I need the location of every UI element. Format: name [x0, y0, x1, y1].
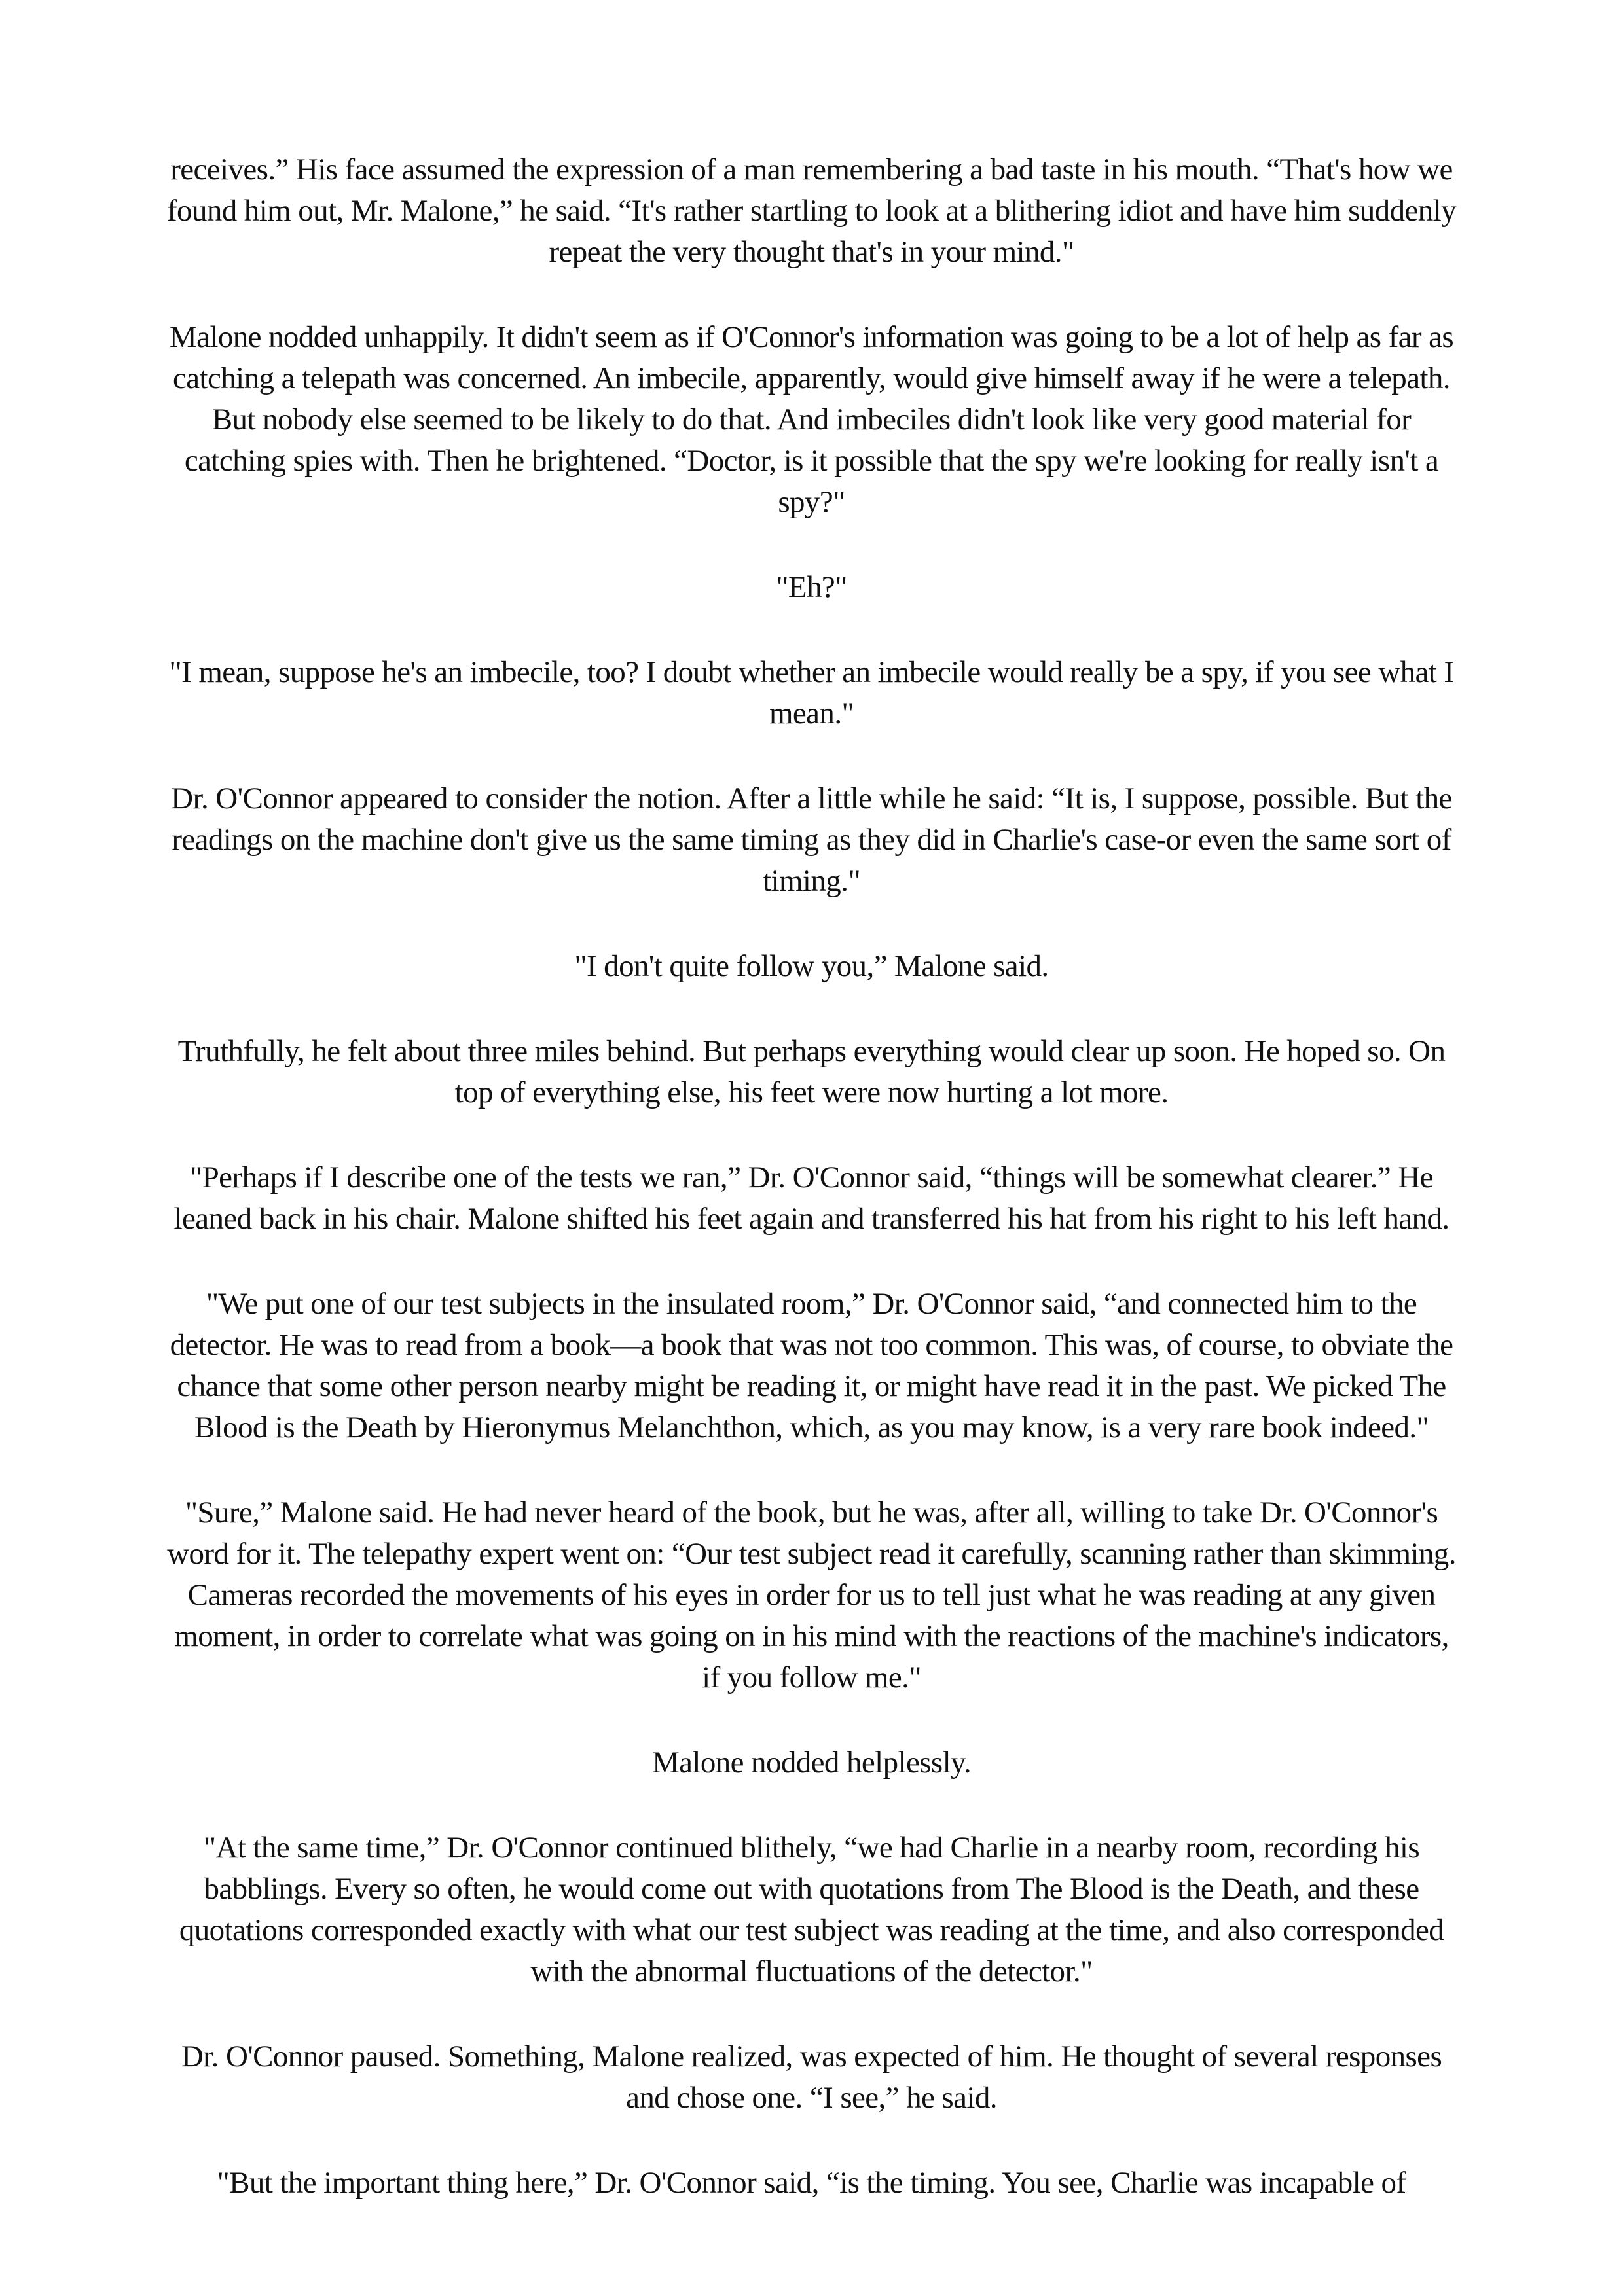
- paragraph: Dr. O'Connor appeared to consider the notion. After a little while he said: “It is, I suppose, possible. But the readings on the machine don't give us the same timing as they did in Charlie's case-or even the same sort of timing.": [171, 781, 1452, 898]
- paragraph: Malone nodded helplessly.: [651, 1746, 972, 1780]
- paragraph: "Eh?": [776, 570, 847, 604]
- paragraph: "At the same time,” Dr. O'Connor continued blithely, “we had Charlie in a nearby room, recording his babblings. Every so often, he would come out with quotations from The Blood is the Death, and these quotations corresponded exactly with what our test subject was reading at the time, and also corresponded with the abnormal fluctuations of the detector.": [179, 1831, 1444, 1988]
- paragraph: "I don't quite follow you,” Malone said.: [574, 949, 1049, 983]
- paragraph: receives.” His face assumed the expression of a man remembering a bad taste in his mouth. “That's how we found him out, Mr. Malone,” he said. “It's rather startling to look at a blithering idiot and have him suddenly repeat the very thought that's in your mind.": [167, 152, 1456, 269]
- body-text: [164, 149, 1459, 2248]
- paragraph: "Sure,” Malone said. He had never heard of the book, but he was, after all, willing to take Dr. O'Connor's word for it. The telepathy expert went on: “Our test subject read it carefully, scanning rather than skimming. Cameras recorded the movements of his eyes in order for us to tell just what he was reading at any given moment, in order to correlate what was going on in his mind with the reactions of the machine's indicators, if you follow me.": [167, 1496, 1456, 1695]
- paragraph: "We put one of our test subjects in the insulated room,” Dr. O'Connor said, “and connected him to the detector. He was to read from a book—a book that was not too common. This was, of course, to obviate the chance that some other person nearby might be reading it, or might have read it in the past. We picked The Blood is the Death by Hieronymus Melanchthon, which, as you may know, is a very rare book indeed.": [170, 1287, 1453, 1444]
- paragraph: "But the important thing here,” Dr. O'Connor said, “is the timing. You see, Charlie was incapable of: [217, 2166, 1406, 2200]
- paragraph: Dr. O'Connor paused. Something, Malone realized, was expected of him. He thought of several responses and chose one. “I see,” he said.: [181, 2039, 1442, 2115]
- paragraph: Malone nodded unhappily. It didn't seem as if O'Connor's information was going to be a lot of help as far as catching a telepath was concerned. An imbecile, apparently, would give himself away if he were a telepath. But nobody else seemed to be likely to do that. And imbeciles didn't look like very good material for catching spies with. Then he brightened. “Doctor, is it possible that the spy we're looking for really isn't a spy?": [169, 320, 1454, 519]
- paragraph: Truthfully, he felt about three miles behind. But perhaps everything would clear up soon. He hoped so. On top of everything else, his feet were now hurting a lot more.: [177, 1034, 1446, 1109]
- paragraph: "I mean, suppose he's an imbecile, too? I doubt whether an imbecile would really be a spy, if you see what I mean.": [169, 655, 1454, 730]
- paragraph: "Perhaps if I describe one of the tests we ran,” Dr. O'Connor said, “things will be somewhat clearer.” He leaned back in his chair. Malone shifted his feet again and transferred his hat from his right to his left hand.: [173, 1160, 1450, 1236]
